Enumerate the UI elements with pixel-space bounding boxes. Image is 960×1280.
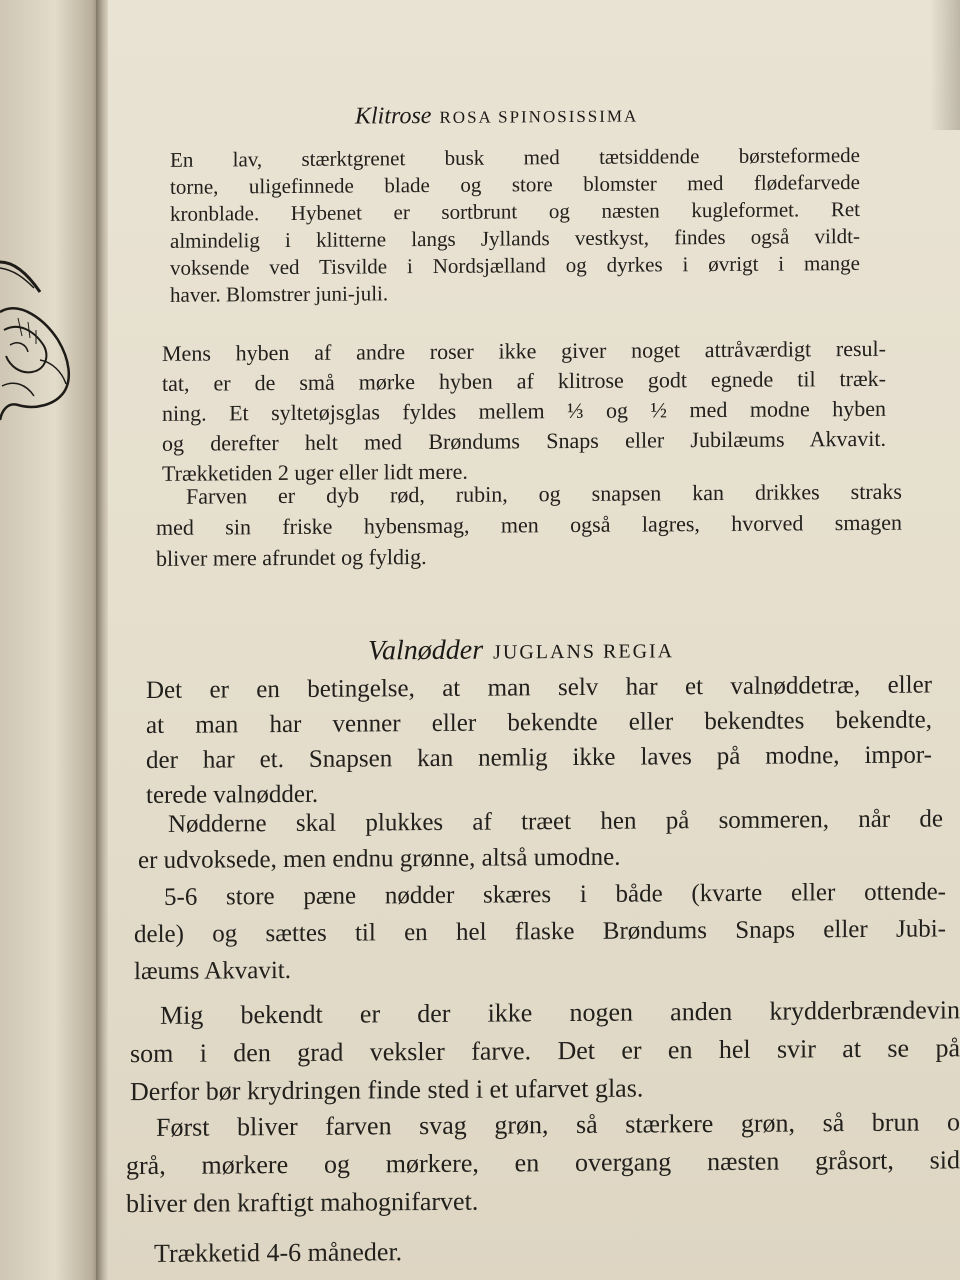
color-change-paragraph <box>130 991 960 1111</box>
recipe-paragraph <box>162 334 886 489</box>
text-line: bliver den kraftigt mahognifarvet. <box>126 1186 479 1219</box>
text-line: Mig bekendt er der ikke nogen anden krydderbrændevin <box>160 995 960 1030</box>
condition-paragraph <box>146 667 932 812</box>
section-latin-name: JUGLANS REGIA <box>493 640 675 664</box>
text-line: at man har venner eller bekendte eller bekendtes bekendte, <box>146 706 932 739</box>
section-heading-klitrose <box>355 100 638 131</box>
section-genus: Valnødder <box>368 634 484 667</box>
text-line: bliver mere afrundet og fyldig. <box>156 544 427 571</box>
steeping-time-paragraph <box>154 1232 554 1273</box>
section-heading-valnoedder <box>368 631 674 667</box>
text-line: grå, mørkere og mørkere, en overgang næsten gråsort, sid <box>126 1145 960 1181</box>
text-line: dele) og sættes til en hel flaske Brøndums Snaps eller Jubi- <box>134 915 946 949</box>
text-line: der har et. Snapsen kan nemlig ikke laves på modne, impor- <box>146 741 932 774</box>
color-paragraph <box>156 476 902 574</box>
text-line: Derfor bør krydringen finde sted i et ufarvet glas. <box>130 1073 644 1107</box>
description-paragraph <box>170 142 860 309</box>
text-line: 5-6 store pæne nødder skæres i både (kvarte eller ottende- <box>164 878 946 911</box>
text-line: haver. Blomstrer juni-juli. <box>170 281 389 307</box>
text-line: med sin friske hybensmag, men også lagres, hvorved smagen <box>156 509 902 540</box>
text-line: terede valnødder. <box>146 780 319 809</box>
color-sequence-paragraph <box>126 1103 960 1223</box>
text-line: er udvoksede, men endnu grønne, altså umodne. <box>138 843 621 875</box>
section-latin-name: ROSA SPINOSISSIMA <box>439 106 639 127</box>
text-line: Farven er dyb rød, rubin, og snapsen kan drikkes straks <box>186 478 902 509</box>
harvest-paragraph <box>138 801 943 879</box>
text-line: Først bliver farven svag grøn, så stærkere grøn, så brun o <box>156 1107 960 1142</box>
text-line: Det er en betingelse, at man selv har et valnøddetræ, eller <box>146 671 932 704</box>
text-line: voksende ved Tisvilde i Nordsjælland og dyrkes i øvrigt i mange <box>170 250 860 280</box>
preparation-paragraph <box>134 873 946 990</box>
text-line: En lav, stærktgrenet busk med tætsiddende børsteformede <box>170 142 860 172</box>
text-line: Trækketid 4-6 måneder. <box>154 1237 403 1268</box>
text-line: Trækketiden 2 uger eller lidt mere. <box>162 458 468 486</box>
text-line: torne, uligefinnede blade og store blomster med flødefarvede <box>170 169 860 199</box>
text-line: og derefter helt med Brøndums Snaps eller Jubilæums Akvavit. <box>162 425 886 456</box>
text-line: almindelig i klitterne langs Jyllands vestkyst, findes også vildt- <box>170 223 860 253</box>
text-line: Mens hyben af andre roser ikke giver noget attråværdigt resul- <box>162 335 886 366</box>
section-genus: Klitrose <box>355 102 432 130</box>
text-line: læums Akvavit. <box>134 956 291 986</box>
text-line: kronblade. Hybenet er sortbrunt og næsten kugleformet. Ret <box>170 196 860 226</box>
text-line: som i den grad veksler farve. Det er en hel svir at se på <box>130 1033 960 1069</box>
text-line: ning. Et syltetøjsglas fyldes mellem ⅓ og ½ med modne hyben <box>162 395 886 426</box>
text-line: Nødderne skal plukkes af træet hen på sommeren, når de <box>168 805 943 838</box>
text-line: tat, er de små mørke hyben af klitrose godt egnede til træk- <box>162 365 886 396</box>
